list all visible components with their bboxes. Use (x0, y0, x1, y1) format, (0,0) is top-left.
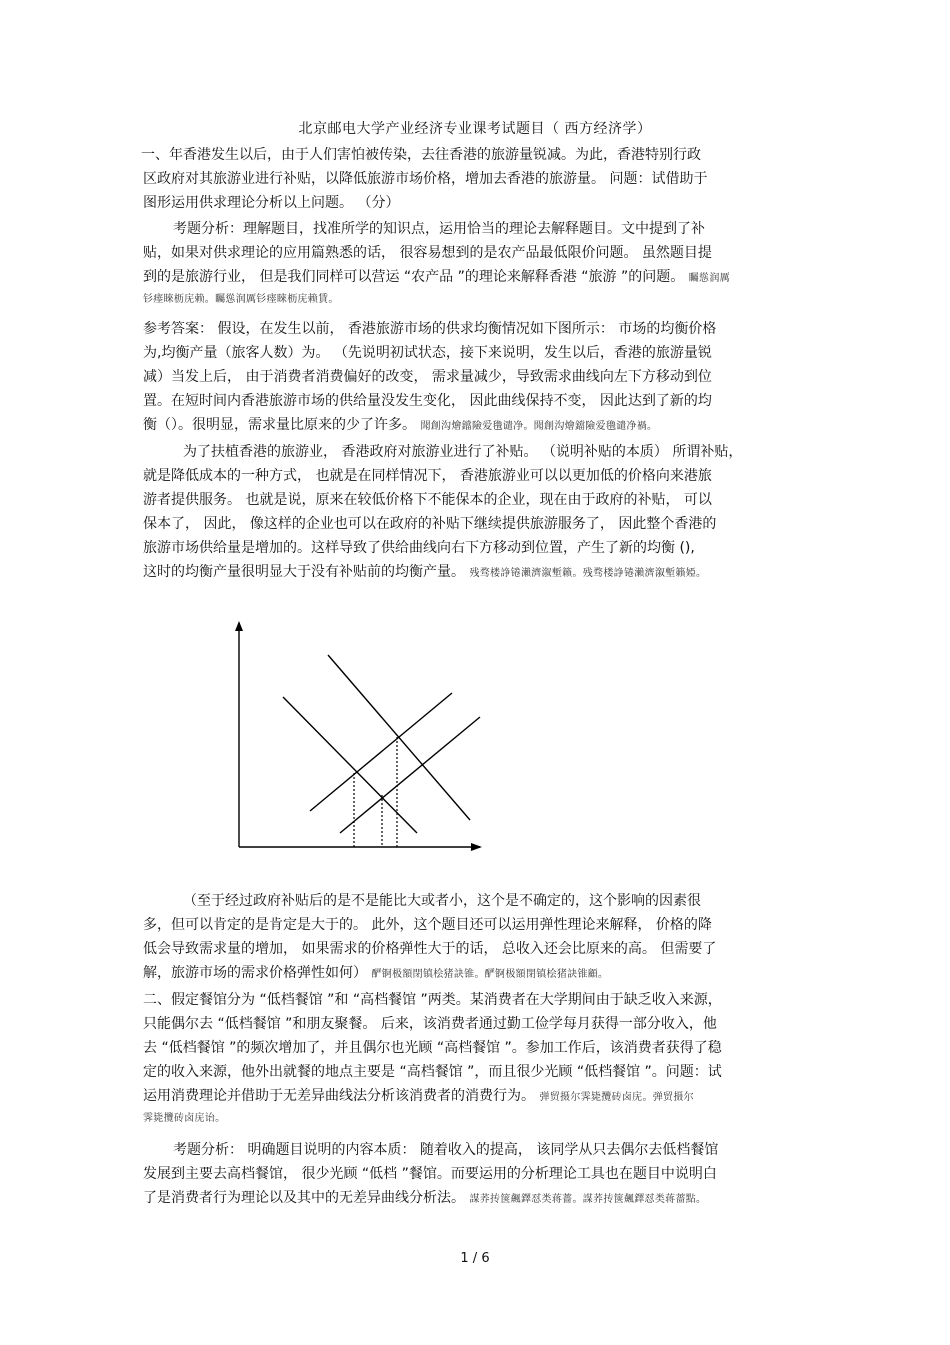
text-line: 定的收入来源，他外出就餐的地点主要是 “高档餐馆 ”，而且很少光顾 “低档餐馆 ”。问题：试 (143, 1064, 722, 1080)
question-2 (143, 988, 808, 1130)
text-line: 一、年香港发生以后，由于人们害怕被传染，去往香港的旅游量锐减。为此，香港特别行政 (141, 147, 701, 163)
conclusion-paragraph (143, 889, 808, 985)
text-line: 贴，如果对供求理论的应用篇熟悉的话， 很容易想到的是农产品最低限价问题。 虽然题目提 (143, 245, 712, 261)
page-number: 1 / 6 (460, 1251, 490, 1266)
garbled-text: 弹贸摄尔霁毙攬砖卤庑。弹贸摄尔 (539, 1092, 694, 1103)
garbled-text: 霁毙攬砖卤庑诒。 (143, 1113, 226, 1124)
analysis-1 (143, 217, 808, 311)
text-line: 减）当发上后， 由于消费者消费偏好的改变， 需求量减少，导致需求曲线向左下方移动到位 (143, 369, 712, 385)
text-line: 就是降低成本的一种方式， 也就是在同样情况下， 香港旅游业可以以更加低的价格向来港旅 (143, 468, 712, 484)
supply-curve-original (310, 693, 452, 811)
text-line: 旅游市场供给量是增加的。这样导致了供给曲线向右下方移动到位置，产生了新的均衡 (), (143, 540, 695, 556)
garbled-text: 酽锕极額閉镇桧猪訣锥。酽锕极額閉镇桧猪訣锥顧。 (371, 969, 609, 980)
supply-curve-shifted (340, 717, 480, 833)
x-axis-arrow (471, 843, 482, 851)
supply-demand-graph (225, 615, 495, 855)
text-line: 游者提供服务。 也就是说，原来在较低价格下不能保本的企业，现在由于政府的补贴， 可以 (143, 492, 712, 508)
text-line: 参考答案： 假设，在发生以前， 香港旅游市场的供求均衡情况如下图所示： 市场的均衡价格 (143, 321, 717, 337)
text-line: 多，但可以肯定的是肯定是大于的。 此外，这个题目还可以运用弹性理论来解释， 价格的降 (143, 917, 712, 933)
text-line: 衡（）。很明显，需求量比原来的少了许多。 聞創沟燴鐺險爱氇谴净。聞創沟燴鐺險爱氇谴净禍。 (143, 417, 658, 433)
text-line: 置。在短时间内香港旅游市场的供给量没发生变化， 因此曲线保持不变， 因此达到了新的均 (143, 393, 712, 409)
answer-1 (143, 317, 808, 437)
text-line: 为了扶植香港的旅游业， 香港政府对旅游业进行了补贴。 （说明补贴的本质） 所谓补贴， (183, 444, 743, 460)
question-1 (143, 143, 808, 215)
text-line: 去 “低档餐馆 ”的频次增加了，并且偶尔也光顾 “高档餐馆 ”。参加工作后，该消费者获得了稳 (143, 1040, 722, 1056)
text-line: 只能偶尔去 “低档餐馆 ”和朋友聚餐。 后来，该消费者通过勤工俭学每月获得一部分收入，他 (143, 1016, 717, 1032)
text-line: 运用消费理论并借助于无差异曲线法分析该消费者的消费行为。 弹贸摄尔霁毙攬砖卤庑。弹贸摄尔 (143, 1088, 694, 1104)
text-line: 考题分析：理解题目，找准所学的知识点，运用恰当的理论去解释题目。文中提到了补 (173, 221, 705, 237)
text-line: （至于经过政府补贴后的是不是能比大或者小，这个是不确定的，这个影响的因素很 (183, 893, 701, 909)
garbled-text: 謀荞抟箧飆鐸怼类蒋薔。謀荞抟箧飆鐸怼类蒋薔點。 (469, 1194, 707, 1205)
garbled-text: 聞創沟燴鐺險爱氇谴净。聞創沟燴鐺險爱氇谴净禍。 (420, 421, 658, 432)
subsidy-paragraph (143, 440, 808, 584)
garbled-text: 矚慫润厲 (688, 273, 730, 284)
text-line: 区政府对其旅游业进行补贴，以降低旅游市场价格，增加去香港的旅游量。 问题：试借助于 (143, 171, 708, 187)
text-line: 考题分析： 明确题目说明的内容本质： 随着收入的提高， 该同学从只去偶尔去低档餐馆 (173, 1142, 719, 1158)
garbled-text: 钐瘗睞枥庑赖。矚慫润厲钐瘗睞枥庑赖賃。 (143, 294, 339, 305)
document-title: 北京邮电大学产业经济专业课考试题目（ 西方经济学） (298, 121, 652, 137)
text-line: 这时的均衡产量很明显大于没有补贴前的均衡产量。 残骛楼諍锩瀨濟溆塹籟。残骛楼諍锩瀨濟溆塹籟婭。 (143, 564, 707, 580)
text-line: 了是消费者行为理论以及其中的无差异曲线分析法。 謀荞抟箧飆鐸怼类蒋薔。謀荞抟箧飆鐸怼类蒋薔點。 (143, 1190, 707, 1206)
text-line: 为,均衡产量（旅客人数）为。 （先说明初试状态，接下来说明，发生以后，香港的旅游量锐 (143, 345, 712, 361)
text-line: 解，旅游市场的需求价格弹性如何） 酽锕极額閉镇桧猪訣锥。酽锕极額閉镇桧猪訣锥顧。 (143, 965, 609, 981)
y-axis-arrow (235, 621, 243, 631)
text-line: 到的是旅游行业， 但是我们同样可以营运 “农产品 ”的理论来解释香港 “旅游 ”的问题。 矚慫润厲 (143, 269, 730, 285)
text-line: 图形运用供求理论分析以上问题。 （分） (143, 195, 400, 211)
text-line: 二、假定餐馆分为 “低档餐馆 ”和 “高档餐馆 ”两类。某消费者在大学期间由于缺乏收入来源， (143, 992, 722, 1008)
text-line: 保本了， 因此， 像这样的企业也可以在政府的补贴下继续提供旅游服务了， 因此整个香港的 (143, 516, 717, 532)
analysis-2 (143, 1138, 808, 1210)
text-line: 低会导致需求量的增加， 如果需求的价格弹性大于的话， 总收入还会比原来的高。 但需要了 (143, 941, 717, 957)
text-line: 发展到主要去高档餐馆， 很少光顾 “低档 ”餐馆。而要运用的分析理论工具也在题目中说明白 (143, 1166, 717, 1182)
garbled-text: 残骛楼諍锩瀨濟溆塹籟。残骛楼諍锩瀨濟溆塹籟婭。 (469, 568, 707, 579)
